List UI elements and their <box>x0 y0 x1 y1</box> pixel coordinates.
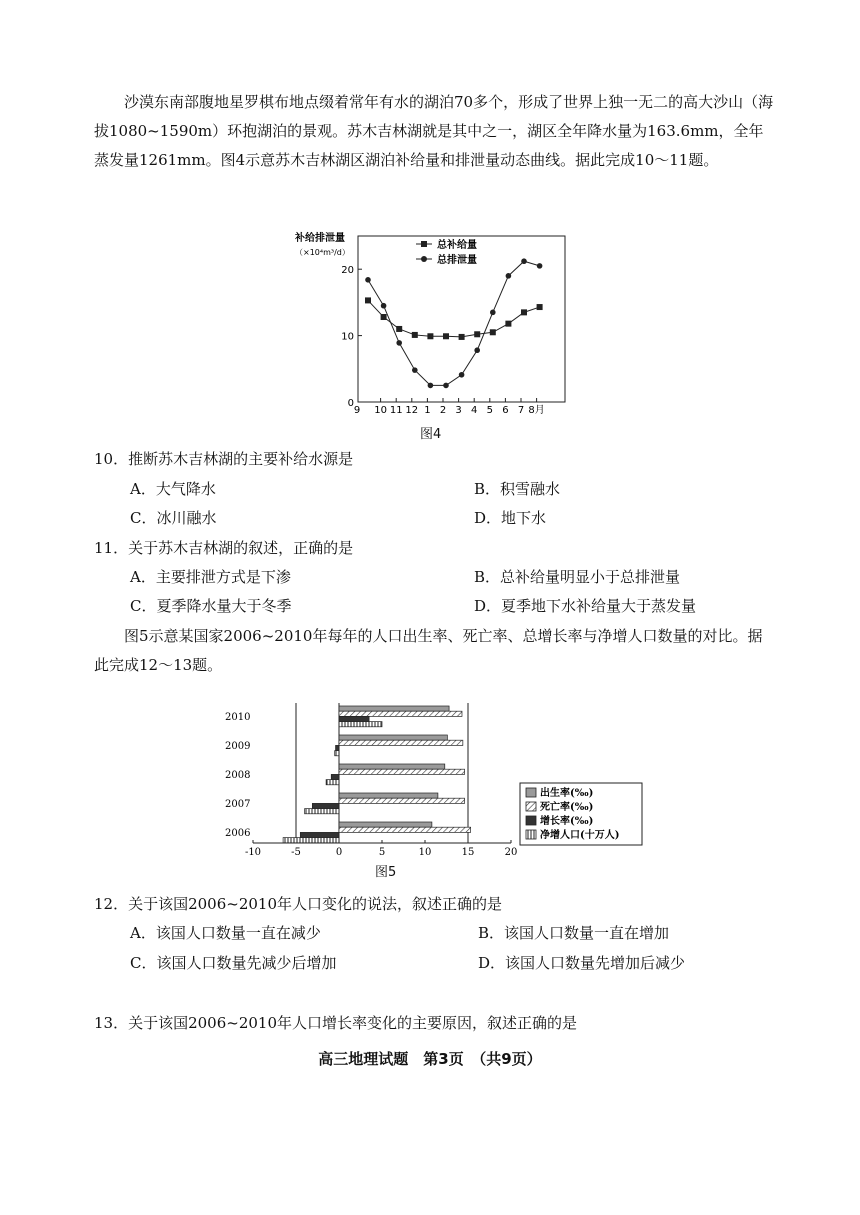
fig5-bar-birth <box>339 793 438 798</box>
fig5-year-label: 2009 <box>225 741 251 752</box>
fig5-bar-growth <box>339 716 369 721</box>
fig5-legend-growth-swatch <box>526 816 536 825</box>
q12-option-d: D．该国人口数量先增加后减少 <box>478 954 686 972</box>
fig5-xtick-label: -5 <box>291 847 301 858</box>
fig5-legend-net-swatch <box>526 830 536 839</box>
fig4-ytick-label: 10 <box>341 331 354 343</box>
fig4-discharge-point <box>365 277 371 283</box>
fig5-legend-death: 死亡率(‰) <box>540 802 594 813</box>
fig5-xtick-label: -10 <box>244 847 262 858</box>
fig5-bar-net <box>326 780 339 785</box>
q12-option-c: C．该国人口数量先减少后增加 <box>130 954 337 972</box>
q11-option-b: B．总补给量明显小于总排泄量 <box>474 568 681 586</box>
fig5-bar-birth <box>339 735 447 740</box>
fig5-bar-death <box>339 827 471 832</box>
fig4-discharge-point <box>521 258 527 264</box>
fig4-series-supply-line <box>368 300 540 337</box>
fig4-discharge-point <box>428 383 434 389</box>
fig4-supply-point <box>365 297 371 303</box>
fig4-supply-point <box>427 333 433 339</box>
fig4-supply-point <box>459 334 465 340</box>
intro-paragraph-2: 图5示意某国家2006~2010年每年的人口出生率、死亡率、总增长率与净增人口数量的对比。据此完成12～13题。 <box>94 627 763 674</box>
q12-option-a: A．该国人口数量一直在减少 <box>130 924 321 942</box>
fig4-discharge-point <box>381 303 387 309</box>
fig4-xtick-label: 11 <box>389 405 403 416</box>
fig5-year-label: 2008 <box>225 770 251 781</box>
figure-4-line-chart <box>285 228 575 418</box>
fig5-year-label: 2007 <box>225 799 251 810</box>
question-13-stem: 13．关于该国2006~2010年人口增长率变化的主要原因，叙述正确的是 <box>94 1014 578 1032</box>
fig4-supply-point <box>521 309 527 315</box>
fig5-bar-birth <box>339 764 445 769</box>
fig4-xtick-label: 6 <box>502 405 509 416</box>
fig4-ylabel-line2: （×10⁴m³/d） <box>295 248 350 257</box>
fig5-xtick-label: 20 <box>504 847 518 858</box>
fig4-discharge-point <box>443 383 449 389</box>
intro-paragraph-1: 沙漠东南部腹地星罗棋布地点缀着常年有水的湖泊70多个，形成了世界上独一无二的高大沙山（海拔1080~1590m）环抱湖泊的景观。苏木吉林湖就是其中之一，湖区全年降水量为163.6mm，全年蒸发量1261mm。图4示意苏木吉林湖区湖泊补给量和排泄量动态曲线。据此完成10～11题。 <box>94 93 774 169</box>
figure-5-caption: 图5 <box>375 865 397 880</box>
fig5-legend-birth-swatch <box>526 788 536 797</box>
fig4-xtick-label: 12 <box>405 405 419 416</box>
fig5-bar-death <box>339 769 465 774</box>
fig4-xtick-label: 7 <box>517 405 525 416</box>
fig4-discharge-point <box>506 273 512 279</box>
fig4-xtick-label: 1 <box>424 405 431 416</box>
q10-option-b: B．积雪融水 <box>474 480 561 498</box>
fig4-legend-supply: 总补给量 <box>437 240 477 251</box>
fig4-supply-point <box>474 331 480 337</box>
q11-option-c: C．夏季降水量大于冬季 <box>130 597 292 615</box>
fig5-bar-growth <box>331 774 339 779</box>
fig5-bar-growth <box>336 745 339 750</box>
q10-option-c: C．冰川融水 <box>130 509 217 527</box>
fig5-legend-growth: 增长率(‰) <box>540 816 594 827</box>
question-10-stem: 10．推断苏木吉林湖的主要补给水源是 <box>94 450 354 468</box>
fig4-legend <box>416 238 477 266</box>
fig5-legend-death-swatch <box>526 802 536 811</box>
fig4-discharge-point <box>490 310 496 316</box>
fig5-bar-net <box>305 809 339 814</box>
fig5-bar-net <box>335 751 339 756</box>
fig4-supply-point <box>412 332 418 338</box>
figure-5-bar-chart <box>215 698 645 858</box>
fig5-bar-net <box>339 722 382 727</box>
fig4-legend-discharge-marker <box>421 256 427 262</box>
fig4-legend-supply-marker <box>421 241 427 247</box>
fig5-xtick-label: 15 <box>461 847 475 858</box>
fig4-xtick-label: 10 <box>374 405 387 416</box>
page-footer: 高三地理试题 第3页 （共9页） <box>318 1050 542 1068</box>
fig4-supply-point <box>381 314 387 320</box>
fig5-legend <box>520 783 642 845</box>
fig4-ytick-label: 20 <box>341 265 354 277</box>
fig4-supply-point <box>443 333 449 339</box>
figure-4-caption: 图4 <box>420 427 442 442</box>
fig5-bar-birth <box>339 706 449 711</box>
fig4-xtick-label: 5 <box>486 405 493 416</box>
fig5-bar-birth <box>339 822 432 827</box>
fig5-bar-death <box>339 740 463 745</box>
q10-option-d: D．地下水 <box>474 509 547 527</box>
fig4-xtick-label: 2 <box>439 405 447 416</box>
q11-option-d: D．夏季地下水补给量大于蒸发量 <box>474 597 697 615</box>
fig5-year-label: 2010 <box>225 712 251 723</box>
question-12-stem: 12．关于该国2006~2010年人口变化的说法，叙述正确的是 <box>94 895 503 913</box>
fig5-xtick-label: 10 <box>418 847 432 858</box>
fig4-discharge-point <box>459 372 465 378</box>
fig4-legend-discharge: 总排泄量 <box>437 255 477 266</box>
fig5-xtick-label: 5 <box>378 847 386 858</box>
fig4-discharge-point <box>396 340 402 346</box>
question-11-stem: 11．关于苏木吉林湖的叙述，正确的是 <box>94 539 354 557</box>
fig5-bar-growth <box>300 832 339 837</box>
fig5-bar-growth <box>312 803 339 808</box>
fig4-discharge-point <box>537 263 543 269</box>
fig5-xtick-label: 0 <box>335 847 343 858</box>
fig4-xtick-label: 4 <box>471 405 478 416</box>
fig4-xtick-label: 3 <box>455 405 462 416</box>
fig4-discharge-point <box>412 367 418 373</box>
fig4-supply-point <box>396 326 402 332</box>
fig5-year-label: 2006 <box>225 828 251 839</box>
q11-option-a: A．主要排泄方式是下渗 <box>130 568 291 586</box>
fig4-xtick-label: 9 <box>353 405 361 416</box>
fig4-discharge-point <box>474 347 480 353</box>
fig5-bar-death <box>339 711 462 716</box>
q12-option-b: B．该国人口数量一直在增加 <box>478 924 670 942</box>
fig5-legend-birth: 出生率(‰) <box>540 788 594 799</box>
fig4-xtick-label: 8月 <box>528 405 545 416</box>
fig4-supply-point <box>505 321 511 327</box>
fig5-bar-death <box>339 798 465 803</box>
fig4-supply-point <box>490 329 496 335</box>
q10-option-a: A．大气降水 <box>130 480 216 498</box>
fig4-ylabel-line1: 补给排泄量 <box>295 233 345 244</box>
fig5-legend-net: 净增人口(十万人) <box>540 830 620 841</box>
fig4-ytick-label: 0 <box>347 398 354 409</box>
fig4-series-discharge-line <box>368 261 540 385</box>
fig4-supply-point <box>537 304 543 310</box>
fig5-bar-net <box>283 838 339 843</box>
